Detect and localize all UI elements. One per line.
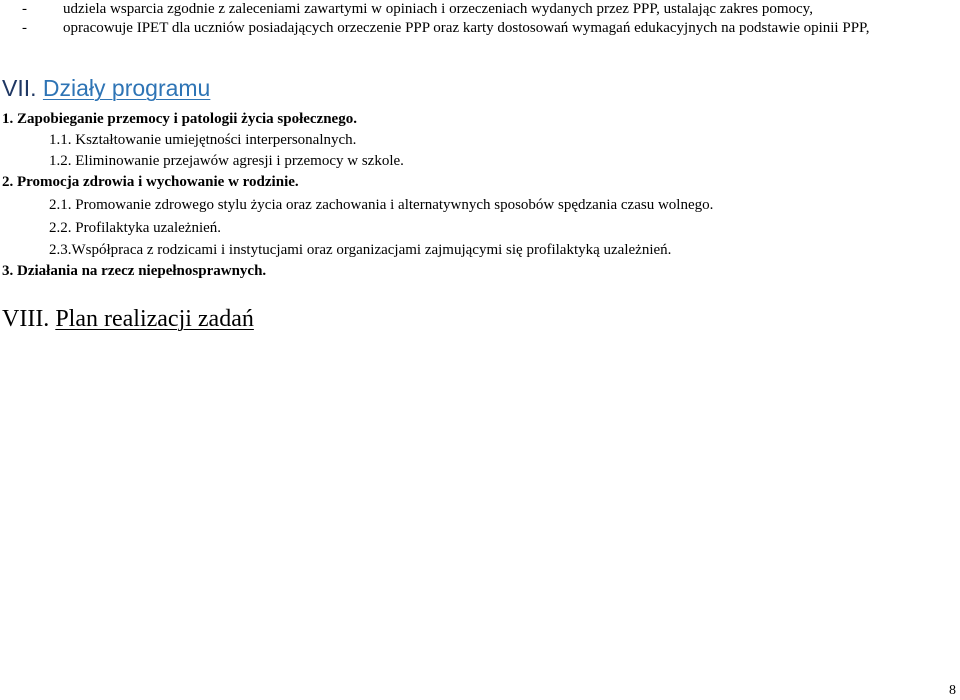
- program-item-2-3: 2.3.Współpraca z rodzicami i instytucjami oraz organizacjami zajmującymi się profilaktyką uzależnień.: [49, 242, 672, 258]
- page-number: 8: [949, 683, 956, 698]
- program-item-3: 3. Działania na rzecz niepełnosprawnych.: [2, 263, 267, 279]
- section-number: VII.: [2, 75, 37, 101]
- section-heading-viii: [2, 306, 254, 332]
- section-number: VIII.: [2, 306, 50, 332]
- section-title: Działy programu: [42, 75, 211, 101]
- bullet-dash: -: [22, 1, 27, 17]
- bullet-text: udziela wsparcia zgodnie z zaleceniami zawartymi w opiniach i orzeczeniach wydanych przez PPP, ustalając zakres pomocy,: [63, 1, 813, 17]
- program-item-2-1: 2.1. Promowanie zdrowego stylu życia oraz zachowania i alternatywnych sposobów spędzania czasu wolnego.: [49, 197, 714, 213]
- program-item-1-1: 1.1. Kształtowanie umiejętności interpersonalnych.: [49, 132, 357, 148]
- program-item-1: 1. Zapobieganie przemocy i patologii życia społecznego.: [2, 111, 357, 127]
- section-title: Plan realizacji zadań: [55, 306, 254, 332]
- bullet-dash: -: [22, 20, 27, 36]
- bullet-text: opracowuje IPET dla uczniów posiadających orzeczenie PPP oraz karty dostosowań wymagań edukacyjnych na podstawie opinii PPP,: [63, 20, 870, 36]
- section-heading-vii: [2, 75, 210, 101]
- program-item-1-2: 1.2. Eliminowanie przejawów agresji i przemocy w szkole.: [49, 153, 404, 169]
- program-item-2-2: 2.2. Profilaktyka uzależnień.: [49, 220, 222, 236]
- program-item-2: 2. Promocja zdrowia i wychowanie w rodzinie.: [2, 174, 299, 190]
